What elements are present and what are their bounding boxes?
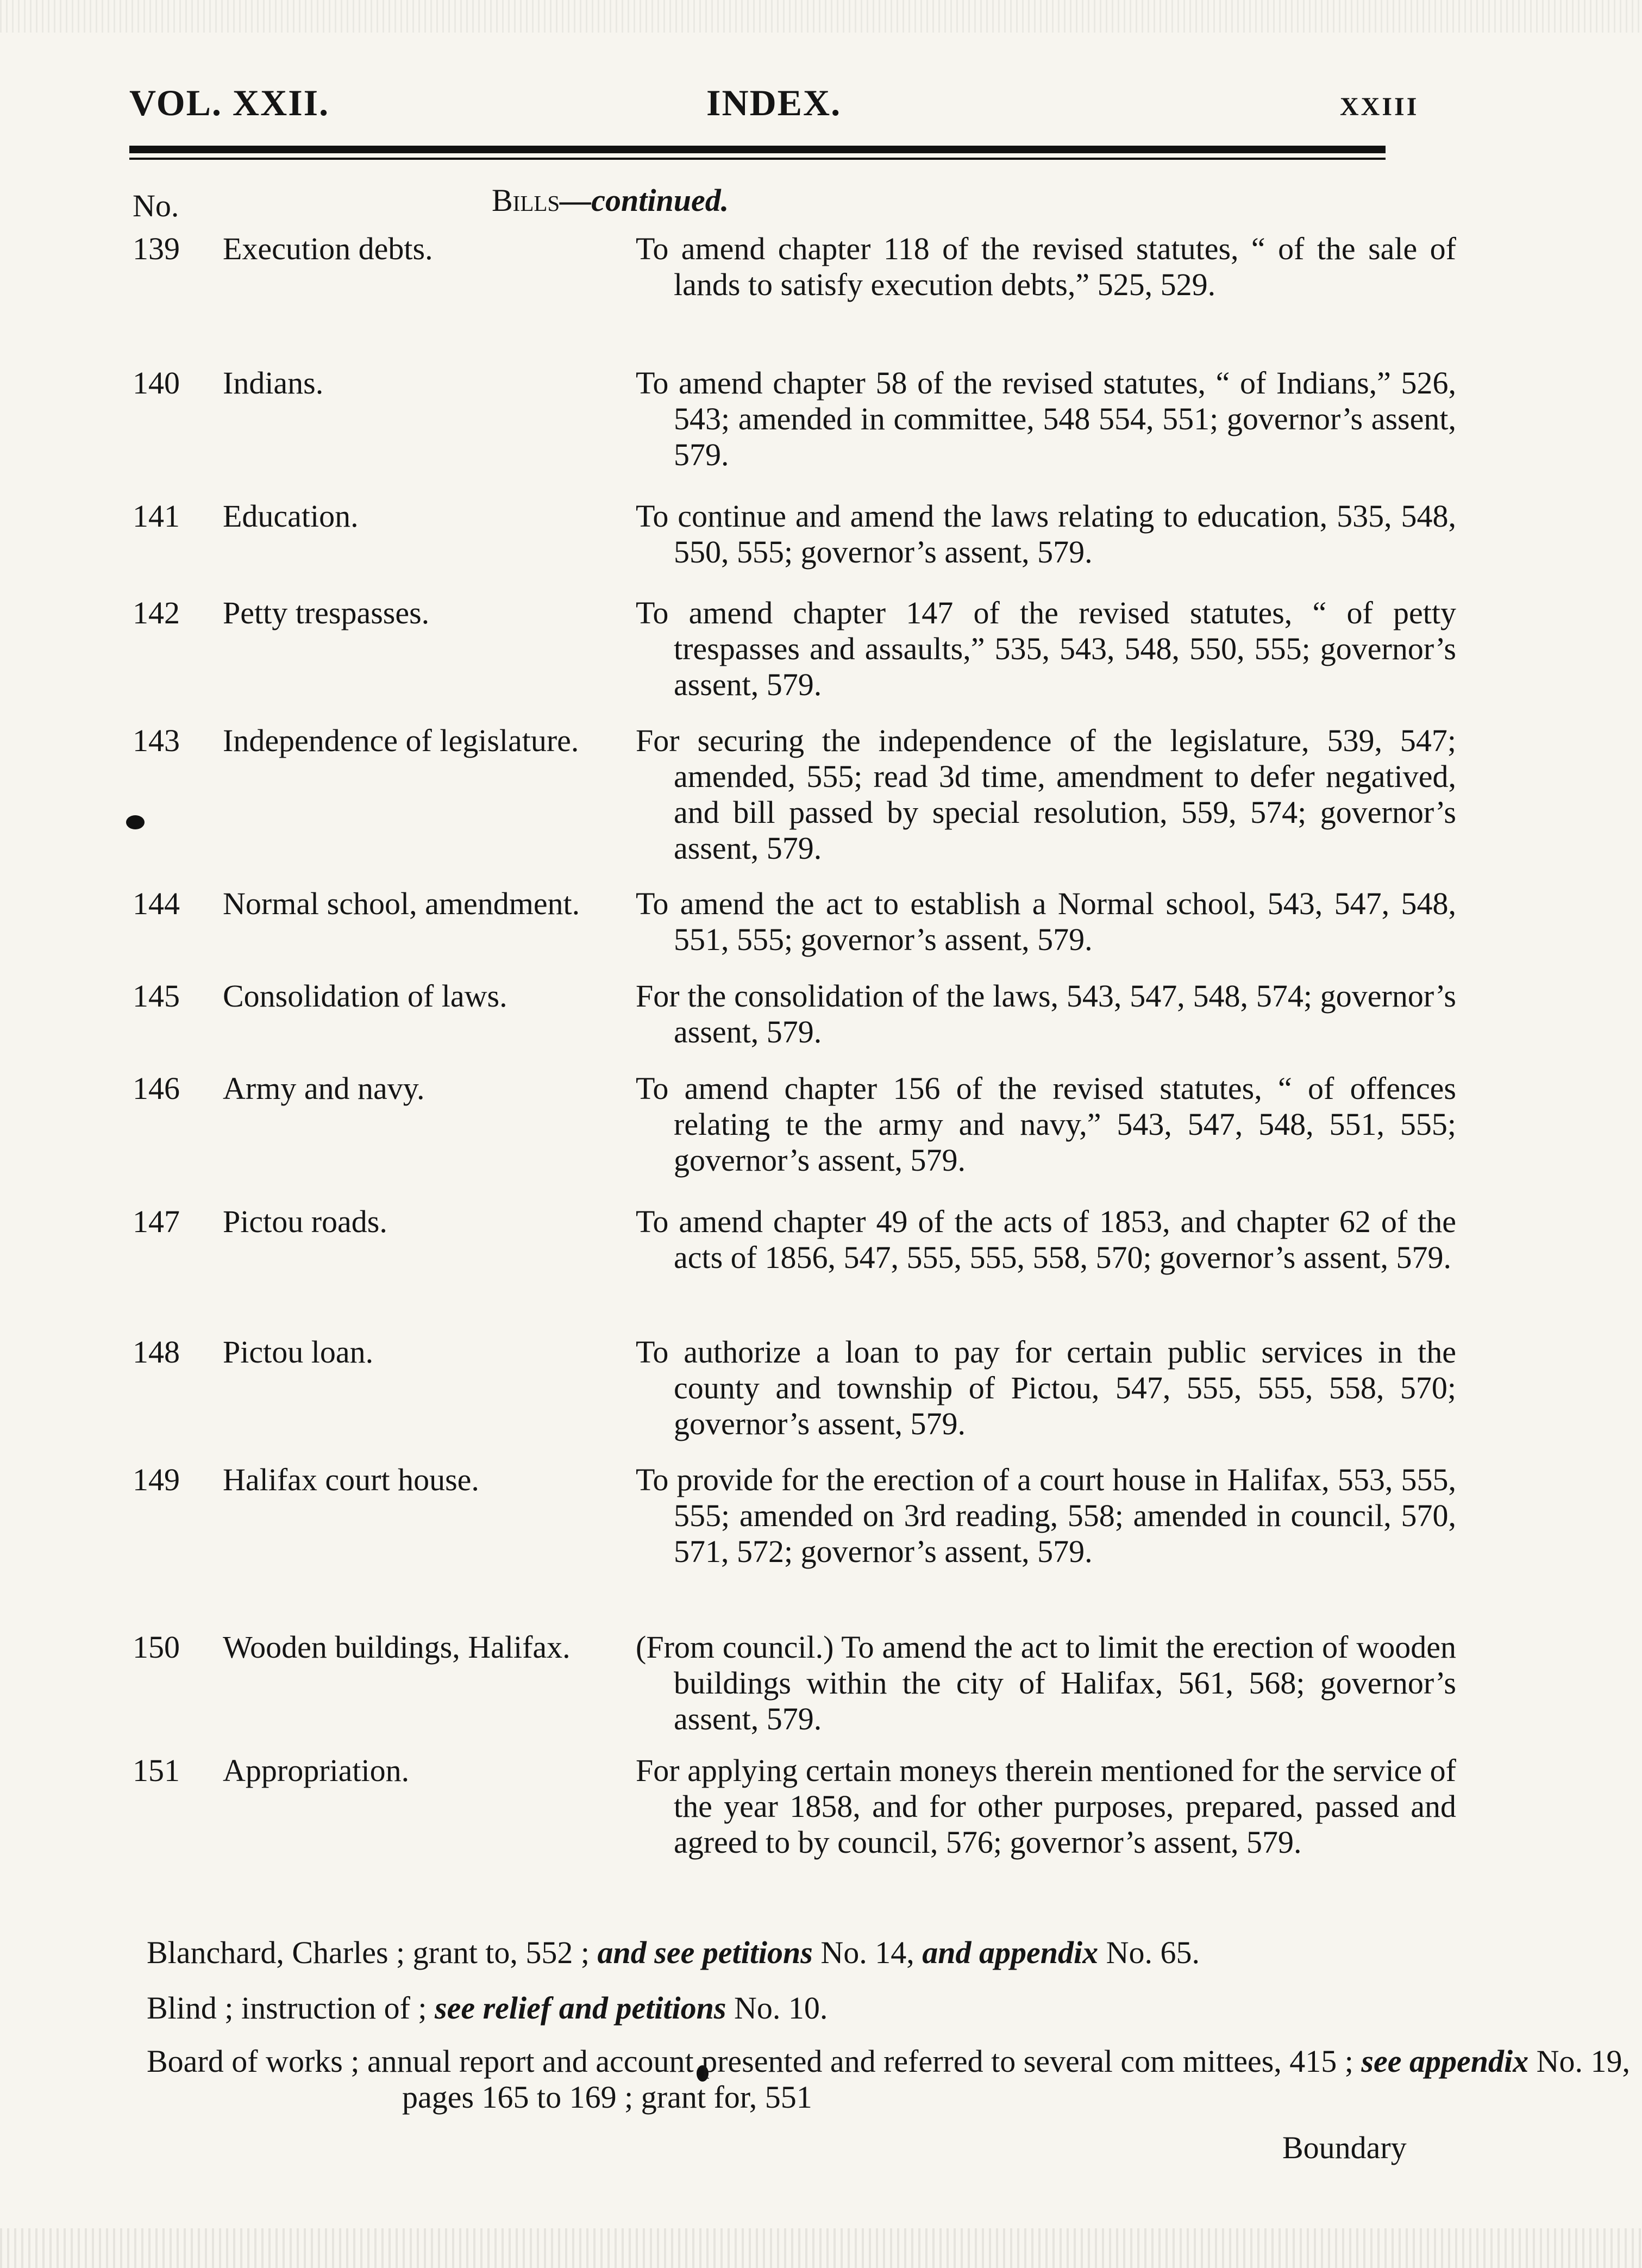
bill-title: Wooden buildings, Halifax. xyxy=(223,1629,571,1665)
entry-text: Board of works ; annual report and account presented and referred to several com mittees, 415 ; xyxy=(147,2044,1353,2079)
bill-number: 141 xyxy=(133,498,180,534)
section-heading xyxy=(492,182,729,218)
cross-reference: see appendix xyxy=(1361,2044,1529,2079)
bill-description: To authorize a loan to pay for certain public services in the county and township of Pictou, 547, 555, 555, 558, 570; governor’s assent, 579. xyxy=(636,1334,1456,1441)
bill-number: 142 xyxy=(133,595,180,630)
bill-title: Indians. xyxy=(223,365,324,401)
entry-text: No. 10. xyxy=(734,1990,828,2026)
bill-description: For the consolidation of the laws, 543, 547, 548, 574; governor’s assent, 579. xyxy=(636,978,1456,1049)
bill-title: Pictou loan. xyxy=(223,1334,374,1370)
cross-reference: and see petitions xyxy=(597,1935,813,1970)
bill-title: Army and navy. xyxy=(223,1071,425,1106)
bill-number: 144 xyxy=(133,886,180,921)
bill-description: To amend chapter 58 of the revised statutes, “ of Indians,” 526, 543; amended in committee, 548 554, 551; governor’s assent, 579. xyxy=(636,365,1456,472)
bill-number: 143 xyxy=(133,723,180,758)
entry-text: No. 19, pages 165 to 169 ; grant for, 551 xyxy=(402,2044,1630,2115)
index-entry-blind xyxy=(147,1990,1407,2026)
bill-number: 139 xyxy=(133,231,180,266)
bill-title: Normal school, amendment. xyxy=(223,886,580,921)
bill-title: Appropriation. xyxy=(223,1753,410,1788)
cross-reference: and appendix xyxy=(922,1935,1099,1970)
bill-title: Pictou roads. xyxy=(223,1204,387,1239)
catchword: Boundary xyxy=(1282,2130,1407,2165)
bill-description: For securing the independence of the legislature, 539, 547; amended, 555; read 3d time, amendment to defer negatived, and bill passed by special resolution, 559, 574; governor’s assent, 579. xyxy=(636,723,1456,866)
section-suffix: —continued. xyxy=(560,183,729,218)
header-rule xyxy=(129,146,1386,153)
bill-description: To amend the act to establish a Normal school, 543, 547, 548, 551, 555; governor’s assent, 579. xyxy=(636,886,1456,957)
bill-title: Halifax court house. xyxy=(223,1462,479,1497)
bill-title: Education. xyxy=(223,498,359,534)
bill-description: (From council.) To amend the act to limit the erection of wooden buildings within the city of Halifax, 561, 568; governor’s assent, 579. xyxy=(636,1629,1456,1736)
bill-description: To amend chapter 156 of the revised statutes, “ of offences relating te the army and navy,” 543, 547, 548, 551, 555; governor’s assent, 579. xyxy=(636,1071,1456,1178)
number-column-header: No. xyxy=(133,188,179,223)
entry-text: Blanchard, Charles ; grant to, 552 ; xyxy=(147,1935,590,1970)
bill-title: Petty trespasses. xyxy=(223,595,430,630)
page-number: xxiii xyxy=(1340,82,1419,123)
page-title: INDEX. xyxy=(706,82,842,123)
index-entry-blanchard xyxy=(147,1935,1407,1971)
cross-reference: see relief and petitions xyxy=(435,1990,726,2026)
bill-number: 140 xyxy=(133,365,180,401)
entry-text: No. 14, xyxy=(820,1935,914,1970)
bill-title: Consolidation of laws. xyxy=(223,978,507,1014)
entry-text: No. 65. xyxy=(1106,1935,1200,1970)
bill-number: 151 xyxy=(133,1753,180,1788)
bill-description: To amend chapter 49 of the acts of 1853, and chapter 62 of the acts of 1856, 547, 555, 555, 558, 570; governor’s assent, 579. xyxy=(636,1204,1456,1275)
bill-title: Execution debts. xyxy=(223,231,433,266)
bill-number: 149 xyxy=(133,1462,180,1497)
bill-description: For applying certain moneys therein mentioned for the service of the year 1858, and for other purposes, prepared, passed and agreed to by council, 576; governor’s assent, 579. xyxy=(636,1753,1456,1860)
bill-number: 148 xyxy=(133,1334,180,1370)
bill-number: 146 xyxy=(133,1071,180,1106)
scan-edge-bottom xyxy=(0,2228,1642,2268)
bill-description: To amend chapter 118 of the revised statutes, “ of the sale of lands to satisfy execution debts,” 525, 529. xyxy=(636,231,1456,302)
bill-number: 147 xyxy=(133,1204,180,1239)
section-name: Bills xyxy=(492,183,560,218)
bill-number: 145 xyxy=(133,978,180,1014)
volume-label: VOL. XXII. xyxy=(129,82,330,123)
bill-title: Independence of legislature. xyxy=(223,723,579,758)
scan-edge-top xyxy=(0,0,1642,33)
bill-description: To provide for the erection of a court house in Halifax, 553, 555, 555; amended on 3rd reading, 558; amended in council, 570, 571, 572; governor’s assent, 579. xyxy=(636,1462,1456,1569)
bill-description: To continue and amend the laws relating to education, 535, 548, 550, 555; governor’s assent, 579. xyxy=(636,498,1456,570)
bill-number: 150 xyxy=(133,1629,180,1665)
bill-description: To amend chapter 147 of the revised statutes, “ of petty trespasses and assaults,” 535, 543, 548, 550, 555; governor’s assent, 579. xyxy=(636,595,1456,702)
index-entry-board-of-works xyxy=(147,2044,1642,2115)
entry-text: Blind ; instruction of ; xyxy=(147,1990,427,2026)
header-rule-thin xyxy=(129,158,1386,160)
ink-blot xyxy=(126,815,145,829)
